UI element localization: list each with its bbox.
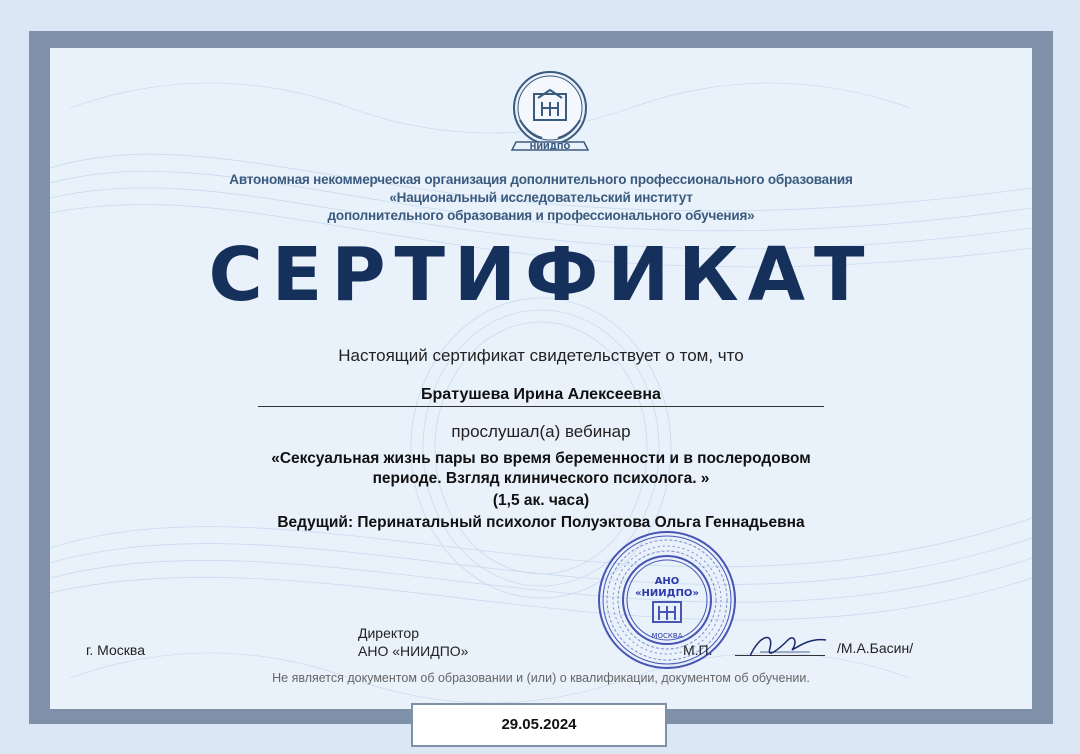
- stamp-place-label: М.П.: [683, 642, 713, 658]
- signer-name: /М.А.Басин/: [837, 640, 914, 656]
- org-line-1: Автономная некоммерческая организация дополнительного профессионального образования: [229, 172, 853, 187]
- org-line-3: дополнительного образования и профессионального обучения»: [327, 208, 755, 223]
- issue-date: 29.05.2024: [411, 703, 667, 747]
- niidpo-logo: [498, 68, 602, 160]
- org-line-2: «Национальный исследовательский институт: [389, 190, 693, 205]
- director-org: АНО «НИИДПО»: [358, 643, 469, 659]
- logo-text: НИИДПО: [529, 142, 571, 151]
- director-signature: [740, 628, 836, 664]
- webinar-title-line-1: «Сексуальная жизнь пары во время беременности и в послеродовом: [271, 450, 811, 467]
- stamp-city: МОСКВА: [651, 632, 683, 640]
- webinar-hours: (1,5 ак. часа): [492, 492, 590, 509]
- listened-text: прослушал(а) вебинар: [451, 422, 631, 441]
- certificate-paper: [50, 48, 1032, 709]
- intro-text: Настоящий сертификат свидетельствует о том, что: [338, 346, 744, 365]
- certificate-title: СЕРТИФИКАТ: [208, 232, 874, 318]
- webinar-title-line-2: периоде. Взгляд клинического психолога. »: [372, 470, 710, 487]
- disclaimer: Не является документом об образовании и (или) о квалификации, документом об обучении.: [272, 671, 810, 685]
- stamp-name: «НИИДПО»: [635, 588, 699, 599]
- recipient-name: Братушева Ирина Алексеевна: [258, 386, 824, 407]
- director-title: Директор: [358, 625, 419, 641]
- city: г. Москва: [86, 642, 145, 658]
- official-stamp: [595, 528, 739, 672]
- webinar-host: Ведущий: Перинатальный психолог Полуэктова Ольга Геннадьевна: [277, 514, 805, 531]
- director-block: [358, 624, 468, 660]
- stamp-top: АНО: [654, 576, 680, 587]
